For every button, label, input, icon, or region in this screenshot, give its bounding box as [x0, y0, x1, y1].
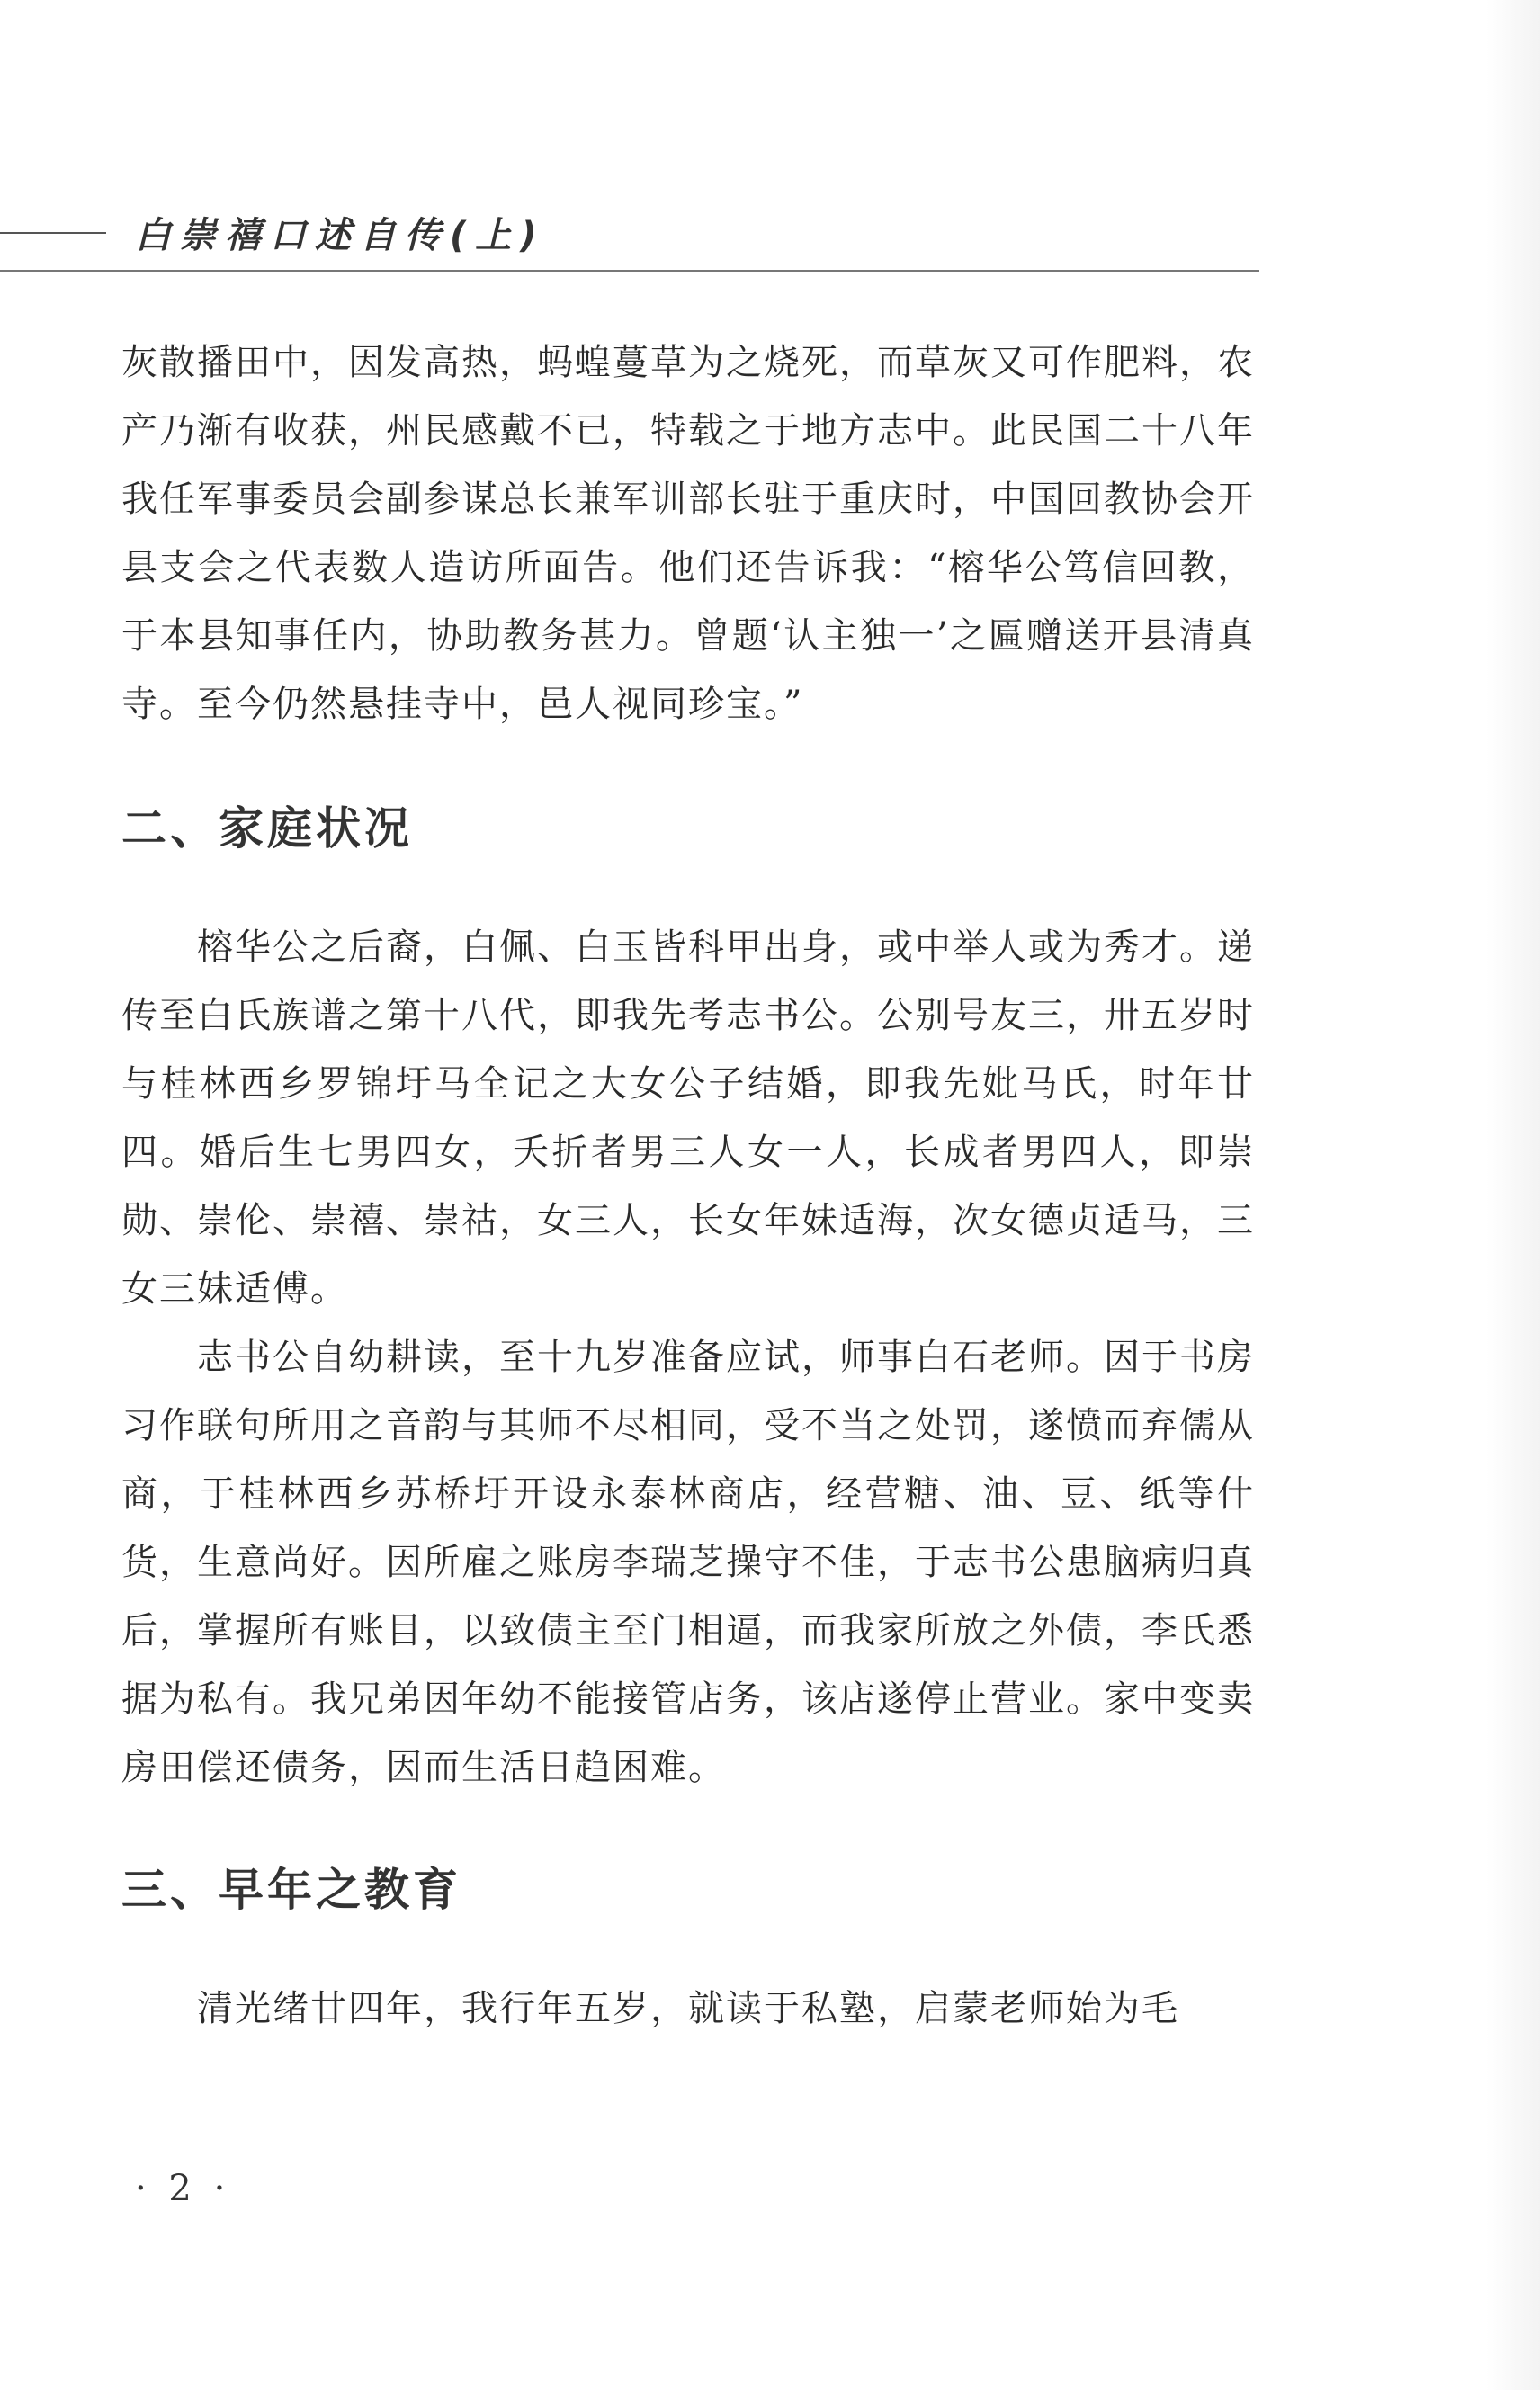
section-heading-education: 三、早年之教育 [121, 1864, 461, 1916]
scan-edge-shading [1486, 0, 1540, 2390]
paragraph-education-1: 清光绪廿四年，我行年五岁，就读于私塾，启蒙老师始为毛 [197, 1988, 1179, 2029]
page-body [121, 328, 1255, 2043]
paragraph-intro: 灰散播田中，因发高热，蚂蝗蔓草为之烧死，而草灰又可作肥料，农产乃渐有收获，州民感戴不已，特载之于地方志中。此民国二十八年我任军事委员会副参谋总长兼军训部长驻于重庆时，中国回教协会开县支会之代表数人造访所面告。他们还告诉我：“榕华公笃信回教，于本县知事任内，协助教务甚力。曾题‘认主独一’之匾赠送开县清真寺。至今仍然悬挂寺中，邑人视同珍宝。” [121, 342, 1255, 725]
running-title: 白崇禧口述自传(上) [135, 215, 546, 256]
paragraph-family-1: 榕华公之后裔，白佩、白玉皆科甲出身，或中举人或为秀才。递传至白氏族谱之第十八代，即我先考志书公。公别号友三，卅五岁时与桂林西乡罗锦圩马全记之大女公子结婚，即我先妣马氏，时年廿四。婚后生七男四女，夭折者男三人女一人，长成者男四人，即崇勋、崇伦、崇禧、崇祜，女三人，长女年妹适海，次女德贞适马，三女三妹适傅。 [121, 926, 1255, 1310]
running-header [0, 205, 1259, 277]
paragraph-family-2: 志书公自幼耕读，至十九岁准备应试，师事白石老师。因于书房习作联句所用之音韵与其师不尽相同，受不当之处罚，遂愤而弃儒从商，于桂林西乡苏桥圩开设永泰林商店，经营糖、油、豆、纸等什货，生意尚好。因所雇之账房李瑞芝操守不佳，于志书公患脑病归真后，掌握所有账目，以致债主至门相逼，而我家所放之外债，李氏悉据为私有。我兄弟因年幼不能接管店务，该店遂停止营业。家中变卖房田偿还债务，因而生活日趋困难。 [121, 1337, 1255, 1788]
header-left-line [0, 232, 106, 234]
section-heading-family: 二、家庭状况 [121, 802, 413, 855]
header-rule [0, 270, 1259, 272]
page-number: · 2 · [135, 2168, 231, 2209]
